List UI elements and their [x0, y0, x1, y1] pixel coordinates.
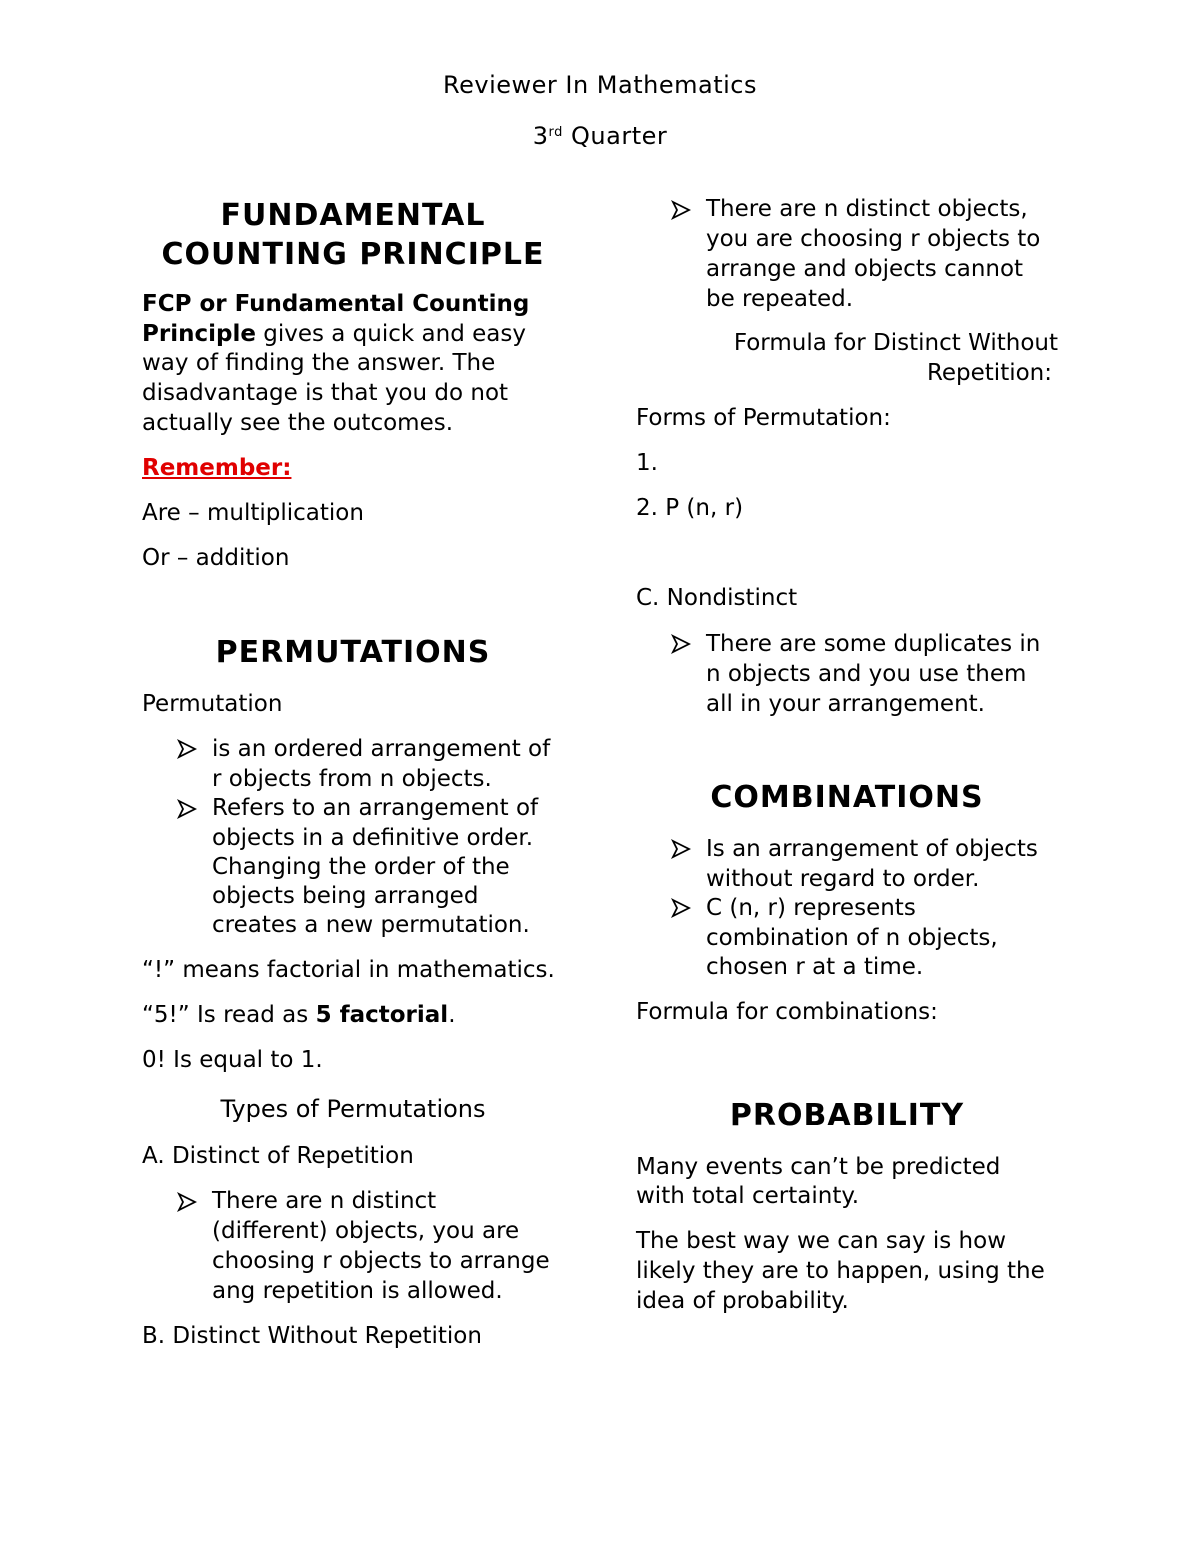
comb-bullet1-line1: Is an arrangement of objects — [706, 836, 1038, 862]
zero-factorial: 0! Is equal to 1. — [142, 1047, 323, 1073]
arrowhead-bullet-icon — [177, 799, 197, 819]
factorial-definition: “!” means factorial in mathematics. — [142, 957, 555, 983]
formula-distinct-line1: Formula for Distinct Without — [733, 330, 1058, 356]
five-factorial-text: “5!” Is read as — [142, 1002, 316, 1028]
arrowhead-bullet-icon — [671, 200, 691, 220]
quarter-number: 3 — [532, 122, 549, 150]
perm-bullet1-line2: r objects from n objects. — [212, 766, 492, 792]
five-factorial-period: . — [448, 1002, 456, 1028]
form-item-2: 2. P (n, r) — [636, 495, 744, 521]
fcp-heading-line1: FUNDAMENTAL — [220, 198, 486, 233]
formula-combinations: Formula for combinations: — [636, 999, 938, 1025]
type-c-label: C. Nondistinct — [636, 585, 798, 611]
fcp-para-line5: actually see the outcomes. — [142, 410, 454, 436]
arrowhead-bullet-icon — [671, 634, 691, 654]
fcp-para-line4: disadvantage is that you do not — [142, 380, 509, 406]
type-a-line1: There are n distinct — [212, 1188, 437, 1214]
perm-bullet1-line1: is an ordered arrangement of — [212, 736, 551, 762]
arrowhead-bullet-icon — [177, 1192, 197, 1212]
arrowhead-bullet-icon — [671, 839, 691, 859]
probability-p1-line2: with total certainty. — [636, 1183, 860, 1209]
fcp-para-text: gives a quick and easy — [255, 321, 526, 347]
remember-label: Remember: — [142, 455, 292, 481]
type-b-line4: be repeated. — [706, 286, 854, 312]
comb-bullet1-line2: without regard to order. — [706, 866, 980, 892]
fcp-term: FCP or Fundamental Counting — [142, 291, 530, 317]
perm-bullet2-line2: objects in a definitive order. — [212, 825, 534, 851]
fcp-para-line2 — [142, 319, 526, 349]
arrowhead-bullet-icon — [177, 739, 197, 759]
perm-bullet2-line5: creates a new permutation. — [212, 912, 530, 938]
probability-p2-line1: The best way we can say is how — [636, 1228, 1007, 1254]
perm-bullet2-line1: Refers to an arrangement of — [212, 795, 539, 821]
type-a-line2: (different) objects, you are — [212, 1218, 520, 1244]
fcp-heading-line2: COUNTING PRINCIPLE — [161, 237, 545, 272]
comb-bullet2-line2: combination of n objects, — [706, 925, 998, 951]
five-factorial-term: 5 factorial — [315, 1002, 449, 1028]
fcp-para-line1 — [142, 289, 529, 319]
permutations-heading: PERMUTATIONS — [215, 635, 491, 670]
probability-p1-line1: Many events can’t be predicted — [636, 1154, 1001, 1180]
quarter-suffix: rd — [548, 125, 563, 140]
probability-p2-line3: idea of probability. — [636, 1288, 849, 1314]
fcp-term-cont: Principle — [142, 321, 256, 347]
type-a-line4: ang repetition is allowed. — [212, 1278, 503, 1304]
type-b-line1: There are n distinct objects, — [706, 196, 1028, 222]
type-b-line2: you are choosing r objects to — [706, 226, 1041, 252]
types-heading: Types of Permutations — [220, 1095, 486, 1123]
type-a-label: A. Distinct of Repetition — [142, 1143, 414, 1169]
comb-bullet2-line1: C (n, r) represents — [706, 895, 916, 921]
comb-bullet2-line3: chosen r at a time. — [706, 954, 924, 980]
form-item-1: 1. — [636, 450, 658, 476]
formula-distinct-line2: Repetition: — [926, 360, 1052, 386]
type-c-line3: all in your arrangement. — [706, 691, 985, 717]
document-subtitle — [0, 121, 1200, 151]
document-title: Reviewer In Mathematics — [443, 71, 757, 99]
type-c-line1: There are some duplicates in — [706, 631, 1041, 657]
probability-heading: PROBABILITY — [729, 1098, 965, 1133]
five-factorial-line — [142, 1000, 456, 1030]
or-rule: Or – addition — [142, 545, 290, 571]
fcp-para-line3: way of finding the answer. The — [142, 350, 496, 376]
combinations-heading: COMBINATIONS — [710, 780, 984, 815]
quarter-word: Quarter — [571, 122, 668, 150]
perm-bullet2-line4: objects being arranged — [212, 883, 479, 909]
perm-bullet2-line3: Changing the order of the — [212, 854, 510, 880]
permutation-label: Permutation — [142, 691, 283, 717]
forms-of-permutation: Forms of Permutation: — [636, 405, 891, 431]
type-a-line3: choosing r objects to arrange — [212, 1248, 550, 1274]
are-rule: Are – multiplication — [142, 500, 364, 526]
type-b-line3: arrange and objects cannot — [706, 256, 1024, 282]
type-b-label: B. Distinct Without Repetition — [142, 1323, 482, 1349]
probability-p2-line2: likely they are to happen, using the — [636, 1258, 1045, 1284]
type-c-line2: n objects and you use them — [706, 661, 1027, 687]
arrowhead-bullet-icon — [671, 898, 691, 918]
